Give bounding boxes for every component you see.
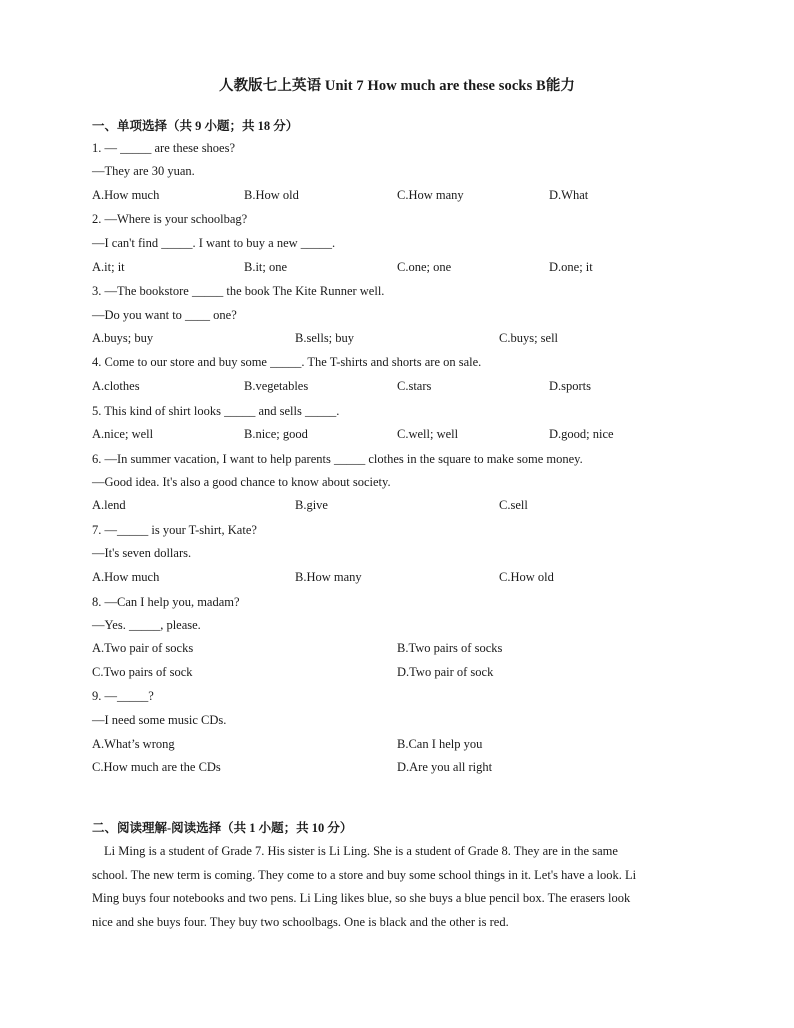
question-3-option-a[interactable]: A.buys; buy xyxy=(92,331,154,345)
passage-line: Li Ming is a student of Grade 7. His sister is Li Ling. She is a student of Grade 8. They are in the same xyxy=(104,844,618,858)
question-5-option-b[interactable]: B.nice; good xyxy=(244,427,308,441)
question-1-reply: —They are 30 yuan. xyxy=(92,164,195,178)
question-6-option-a[interactable]: A.lend xyxy=(92,498,126,512)
passage-line: school. The new term is coming. They come to a store and buy some school things in it. Let's have a look. Li xyxy=(92,867,637,882)
question-4-option-a[interactable]: A.clothes xyxy=(92,379,140,393)
question-2-stem: 2. —Where is your schoolbag? xyxy=(92,212,248,226)
question-9-option-a[interactable]: A.What’s wrong xyxy=(92,737,175,751)
page-title: 人教版七上英语 Unit 7 How much are these socks B能力 xyxy=(218,78,576,94)
question-5-option-c[interactable]: C.well; well xyxy=(397,427,459,441)
question-8-option-a[interactable]: A.Two pair of socks xyxy=(92,641,194,655)
question-9-option-b[interactable]: B.Can I help you xyxy=(397,737,483,751)
question-3-option-b[interactable]: B.sells; buy xyxy=(295,331,355,345)
section-heading-single-choice: 一、单项选择（共 9 小题；共 18 分） xyxy=(92,119,299,133)
question-3-option-c[interactable]: C.buys; sell xyxy=(499,331,559,345)
question-2-option-a[interactable]: A.it; it xyxy=(92,260,125,274)
question-8-option-b[interactable]: B.Two pairs of socks xyxy=(397,641,503,655)
passage-line: nice and she buys four. They buy two schoolbags. One is black and the other is red. xyxy=(92,914,509,929)
question-9-reply: —I need some music CDs. xyxy=(92,713,227,727)
question-3-stem: 3. —The bookstore _____ the book The Kite Runner well. xyxy=(92,284,385,298)
question-6-stem: 6. —In summer vacation, I want to help parents _____ clothes in the square to make some money. xyxy=(92,452,583,466)
question-1-stem: 1. — _____ are these shoes? xyxy=(92,141,236,155)
question-9-stem: 9. —_____? xyxy=(92,689,154,703)
question-8-option-d[interactable]: D.Two pair of sock xyxy=(397,665,494,679)
section-heading-reading: 二、阅读理解-阅读选择（共 1 小题；共 10 分） xyxy=(92,821,353,835)
question-3-reply: —Do you want to ____ one? xyxy=(92,308,237,322)
question-1-option-a[interactable]: A.How much xyxy=(92,188,160,202)
question-2-option-b[interactable]: B.it; one xyxy=(244,260,288,274)
question-9-option-c[interactable]: C.How much are the CDs xyxy=(92,760,221,774)
question-6-option-b[interactable]: B.give xyxy=(295,498,328,512)
question-7-option-a[interactable]: A.How much xyxy=(92,570,160,584)
question-7-stem: 7. —_____ is your T-shirt, Kate? xyxy=(92,523,257,537)
question-7-option-c[interactable]: C.How old xyxy=(499,570,554,584)
question-2-option-c[interactable]: C.one; one xyxy=(397,260,452,274)
question-5-option-a[interactable]: A.nice; well xyxy=(92,427,154,441)
question-8-stem: 8. —Can I help you, madam? xyxy=(92,595,240,609)
question-1-option-b[interactable]: B.How old xyxy=(244,188,299,202)
question-4-option-d[interactable]: D.sports xyxy=(549,379,592,393)
question-4-stem: 4. Come to our store and buy some _____. The T-shirts and shorts are on sale. xyxy=(92,355,482,369)
question-2-reply: —I can't find _____. I want to buy a new _____. xyxy=(92,236,336,250)
question-7-reply: —It's seven dollars. xyxy=(92,546,192,560)
question-8-option-c[interactable]: C.Two pairs of sock xyxy=(92,665,193,679)
question-9-option-d[interactable]: D.Are you all right xyxy=(397,760,493,774)
question-5-option-d[interactable]: D.good; nice xyxy=(549,427,614,441)
passage-line: Ming buys four notebooks and two pens. Li Ling likes blue, so she buys a blue pencil box. The erasers look xyxy=(92,891,631,905)
question-4-option-c[interactable]: C.stars xyxy=(397,379,432,393)
question-4-option-b[interactable]: B.vegetables xyxy=(244,379,309,393)
question-6-option-c[interactable]: C.sell xyxy=(499,498,528,512)
question-8-reply: —Yes. _____, please. xyxy=(92,618,201,632)
reading-passage xyxy=(92,840,692,934)
question-1-option-d[interactable]: D.What xyxy=(549,188,589,202)
question-5-stem: 5. This kind of shirt looks _____ and sells _____. xyxy=(92,404,340,418)
question-2-option-d[interactable]: D.one; it xyxy=(549,260,593,274)
question-7-option-b[interactable]: B.How many xyxy=(295,570,362,584)
question-6-reply: —Good idea. It's also a good chance to know about society. xyxy=(92,475,391,489)
question-1-option-c[interactable]: C.How many xyxy=(397,188,464,202)
